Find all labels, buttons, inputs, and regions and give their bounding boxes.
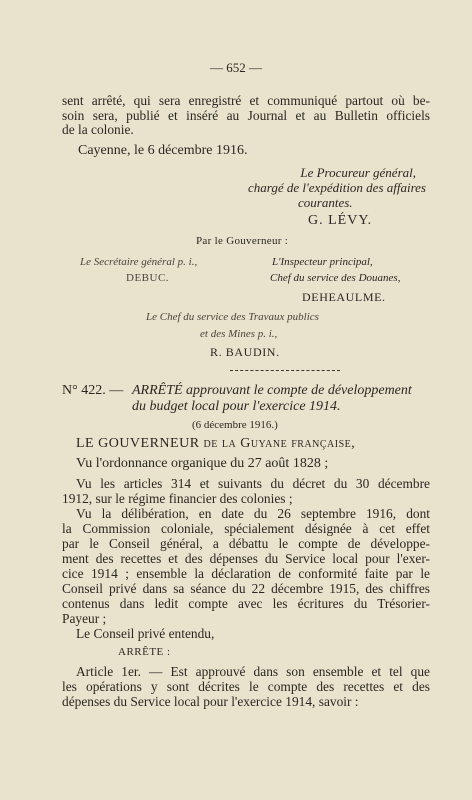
arrete-title-1: ARRÊTÉ approuvant le compte de développement xyxy=(132,383,412,398)
article-line-1: Article 1er. — Est approuvé dans son ensemble et tel que xyxy=(76,664,430,679)
article-line-2: les opérations y sont décrites le compte des recettes et des xyxy=(62,679,430,694)
conseil-entendu: Le Conseil privé entendu, xyxy=(76,626,215,641)
intro-line-3: de la colonie. xyxy=(62,122,134,137)
body-line-5: Vu la délibération, en date du 26 septembre 1916, dont xyxy=(76,506,430,521)
inspecteur-name: DEHEAULME. xyxy=(302,290,386,304)
procureur-title-2: chargé de l'expédition des affaires xyxy=(248,180,426,195)
secretaire-name: DEBUC. xyxy=(126,272,170,284)
body-line-4: 1912, sur le régime financier des colonies ; xyxy=(62,491,293,506)
article-line-3: dépenses du Service local pour l'exercice 1914, savoir : xyxy=(62,694,359,709)
intro-line-1: sent arrêté, qui sera enregistré et communiqué partout où be- xyxy=(62,93,430,108)
intro-line-2: soin sera, publié et inséré au Journal et au Bulletin officiels xyxy=(62,108,430,123)
body-line-3: Vu les articles 314 et suivants du décret du 30 décembre xyxy=(76,476,430,491)
procureur-name: G. LÉVY. xyxy=(308,213,373,228)
place-date: Cayenne, le 6 décembre 1916. xyxy=(78,143,248,158)
arrete-date: (6 décembre 1916.) xyxy=(192,419,278,431)
body-line-7: par le Conseil général, a débattu le compte de développe- xyxy=(62,536,430,551)
inspecteur-title-1: L'Inspecteur principal, xyxy=(272,256,373,268)
arrete-number: N° 422. — xyxy=(62,383,124,398)
body-line-8: ment des recettes et des dépenses du Service local pour l'exer- xyxy=(62,551,430,566)
inspecteur-title-2: Chef du service des Douanes, xyxy=(270,272,401,284)
vu-ordonnance: Vu l'ordonnance organique du 27 août 1828 ; xyxy=(76,456,329,471)
page-number: — 652 — xyxy=(210,60,262,75)
procureur-title-3: courantes. xyxy=(298,195,353,210)
par-le-gouverneur: Par le Gouverneur : xyxy=(196,235,289,247)
procureur-title-1: Le Procureur général, xyxy=(300,165,416,180)
body-line-10: Conseil privé dans sa séance du 22 décembre 1915, des chiffres xyxy=(62,581,430,596)
body-line-6: la Commission coloniale, spécialement désignée à cet effet xyxy=(62,521,430,536)
chef-travaux-name: R. BAUDIN. xyxy=(210,345,280,359)
body-line-12: Payeur ; xyxy=(62,611,107,626)
arrete-title-2: du budget local pour l'exercice 1914. xyxy=(132,399,341,414)
section-divider xyxy=(230,370,340,371)
gouverneur-line: LE GOUVERNEUR de la Guyane française, xyxy=(76,436,356,451)
chef-travaux-title-1: Le Chef du service des Travaux publics xyxy=(146,311,319,323)
body-line-9: cice 1914 ; ensemble la déclaration de conformité faite par le xyxy=(62,566,430,581)
secretaire-title: Le Secrétaire général p. i., xyxy=(80,256,198,268)
chef-travaux-title-2: et des Mines p. i., xyxy=(200,328,278,340)
arrete-label: ARRÊTE : xyxy=(118,646,171,658)
body-line-11: contenus dans ledit compte avec les écritures du Trésorier- xyxy=(62,596,430,611)
